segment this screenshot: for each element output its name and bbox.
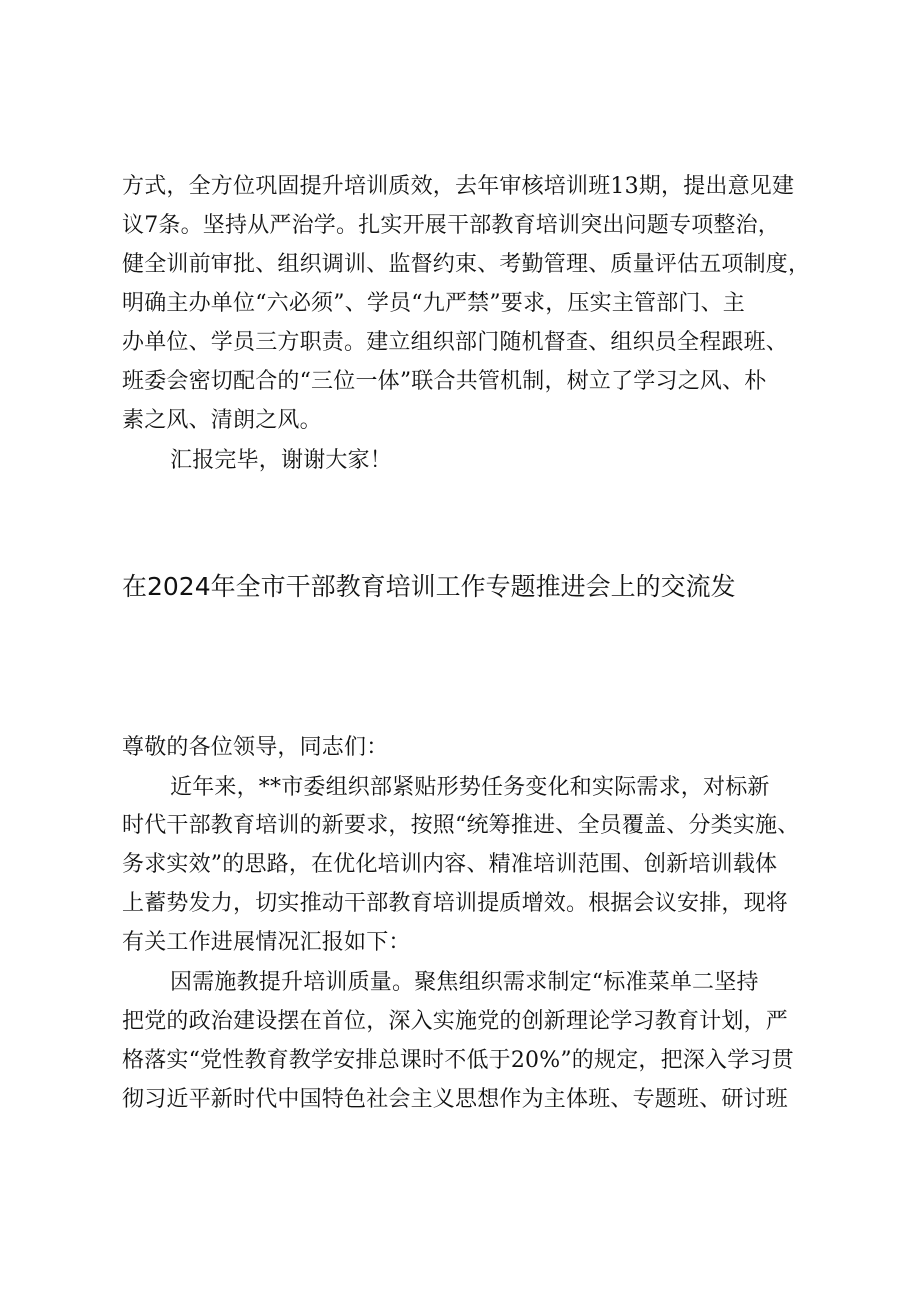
intro-text-line: 时代干部教育培训的新要求，按照“统筹推进、全员覆盖、分类实施、 [122, 813, 800, 838]
body-text-line: 明确主办单位“六必须”、学员“九严禁”要求，压实主管部门、主 [122, 291, 745, 316]
body-text-line: 素之风、清朗之风。 [122, 408, 322, 433]
body-text-line: 班委会密切配合的“三位一体”联合共管机制，树立了学习之风、朴 [122, 369, 767, 394]
intro-text-line: 务求实效”的思路，在优化培训内容、精准培训范围、创新培训载体 [122, 852, 778, 877]
section-text-line: 因需施教提升培训质量。聚焦组织需求制定“标准菜单二坚持 [170, 970, 759, 995]
intro-text-line: 上蓄势发力，切实推动干部教育培训提质增效。根据会议安排，现将 [122, 891, 789, 916]
intro-text-line: 近年来，**市委组织部紧贴形势任务变化和实际需求，对标新 [170, 775, 770, 800]
intro-text-line: 有关工作进展情况汇报如下： [122, 930, 411, 955]
body-text-line: 议7条。坚持从严治学。扎实开展干部教育培训突出问题专项整治， [122, 213, 780, 238]
body-text-line: 方式，全方位巩固提升培训质效，去年审核培训班13期，提出意见建 [122, 174, 795, 199]
closing-text: 汇报完毕，谢谢大家！ [170, 448, 393, 473]
salutation: 尊敬的各位领导，同志们： [122, 735, 389, 760]
section-text-line: 彻习近平新时代中国特色社会主义思想作为主体班、专题班、研讨班 [122, 1087, 789, 1112]
body-text-line: 办单位、学员三方职责。建立组织部门随机督查、组织员全程跟班、 [122, 330, 789, 355]
body-text-line: 健全训前审批、组织调训、监督约束、考勤管理、质量评估五项制度， [122, 252, 811, 277]
section-text-line: 格落实“党性教育教学安排总课时不低于20%”的规定，把深入学习贯 [122, 1048, 794, 1073]
article-title: 在2024年全市干部教育培训工作专题推进会上的交流发 [122, 572, 736, 601]
section-text-line: 把党的政治建设摆在首位，深入实施党的创新理论学习教育计划，严 [122, 1009, 789, 1034]
